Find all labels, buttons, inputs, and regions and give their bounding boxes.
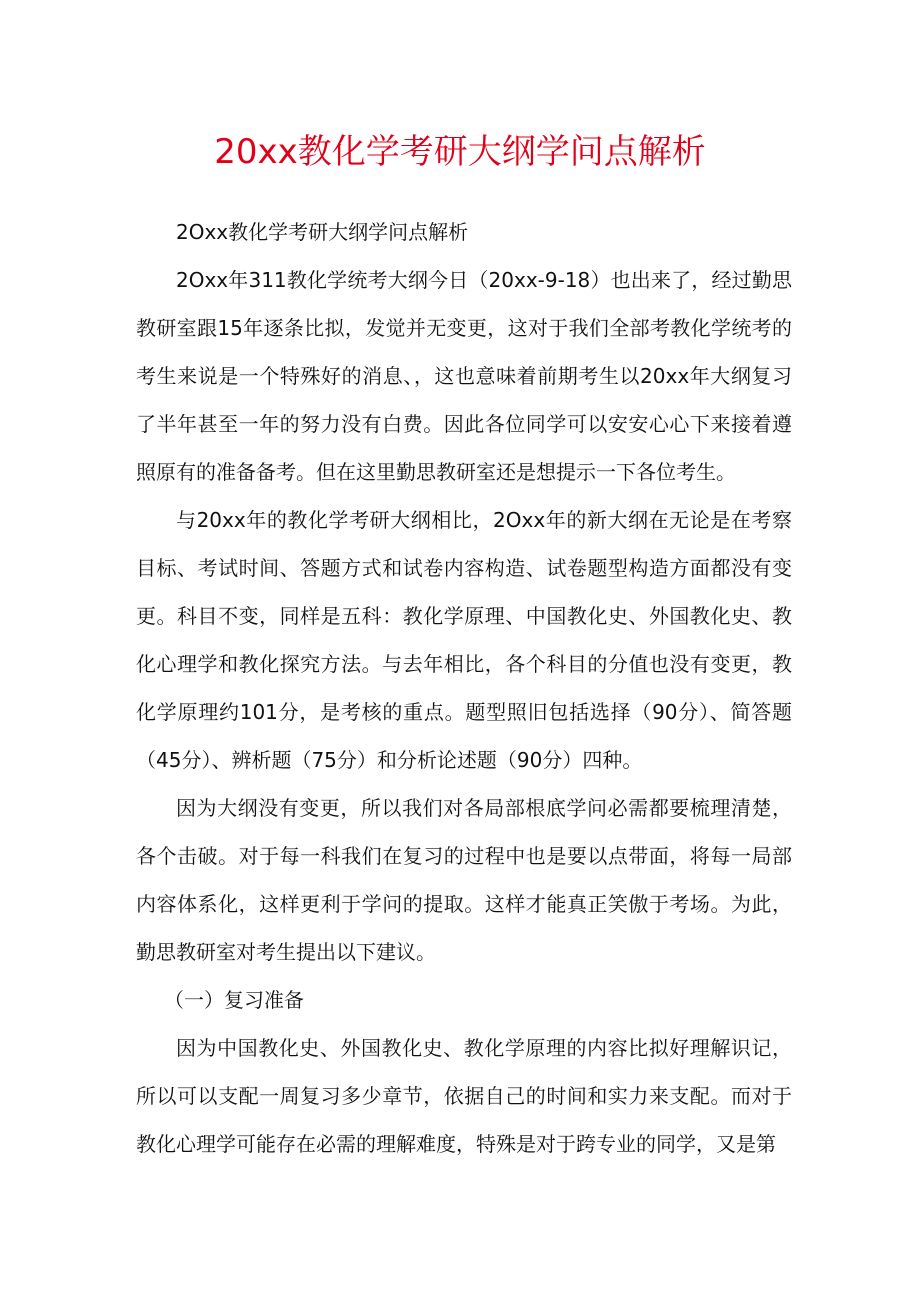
body-paragraph-3: 因为大纲没有变更，所以我们对各局部根底学问必需都要梳理清楚，各个击破。对于每一科我们在复习的过程中也是要以点带面，将每一局部内容体系化，这样更利于学问的提取。这样才能真正笑傲于考场。为此，勤思教研室对考生提出以下建议。 xyxy=(136,796,792,964)
subtitle-paragraph: 2Oxx教化学考研大纲学问点解析 xyxy=(176,220,469,244)
document-title: 20xx教化学考研大纲学问点解析 xyxy=(214,132,706,172)
body-paragraph-4: 因为中国教化史、外国教化史、教化学原理的内容比拟好理解识记，所以可以支配一周复习多少章节，依据自己的时间和实力来支配。而对于教化心理学可能存在必需的理解难度，特殊是对于跨专业的同学，又是第 xyxy=(136,1036,792,1156)
document-body xyxy=(136,208,792,1168)
section-heading-review-prep: （一）复习准备 xyxy=(164,988,304,1012)
body-paragraph-2: 与20xx年的教化学考研大纲相比，2Oxx年的新大纲在无论是在考察目标、考试时间、答题方式和试卷内容构造、试卷题型构造方面都没有变更。科目不变，同样是五科：教化学原理、中国教化史、外国教化史、教化心理学和教化探究方法。与去年相比，各个科目的分值也没有变更，教化学原理约101分，是考核的重点。题型照旧包括选择（90分）、简答题（45分）、辨析题（75分）和分析论述题（90分）四种。 xyxy=(136,508,792,772)
body-paragraph-1: 2Oxx年311教化学统考大纲今日（20xx-9-18）也出来了，经过勤思教研室跟15年逐条比拟，发觉并无变更，这对于我们全部考教化学统考的考生来说是一个特殊好的消息、，这也意味着前期考生以20xx年大纲复习了半年甚至一年的努力没有白费。因此各位同学可以安安心心下来接着遵照原有的准备备考。但在这里勤思教研室还是想提示一下各位考生。 xyxy=(136,268,792,484)
